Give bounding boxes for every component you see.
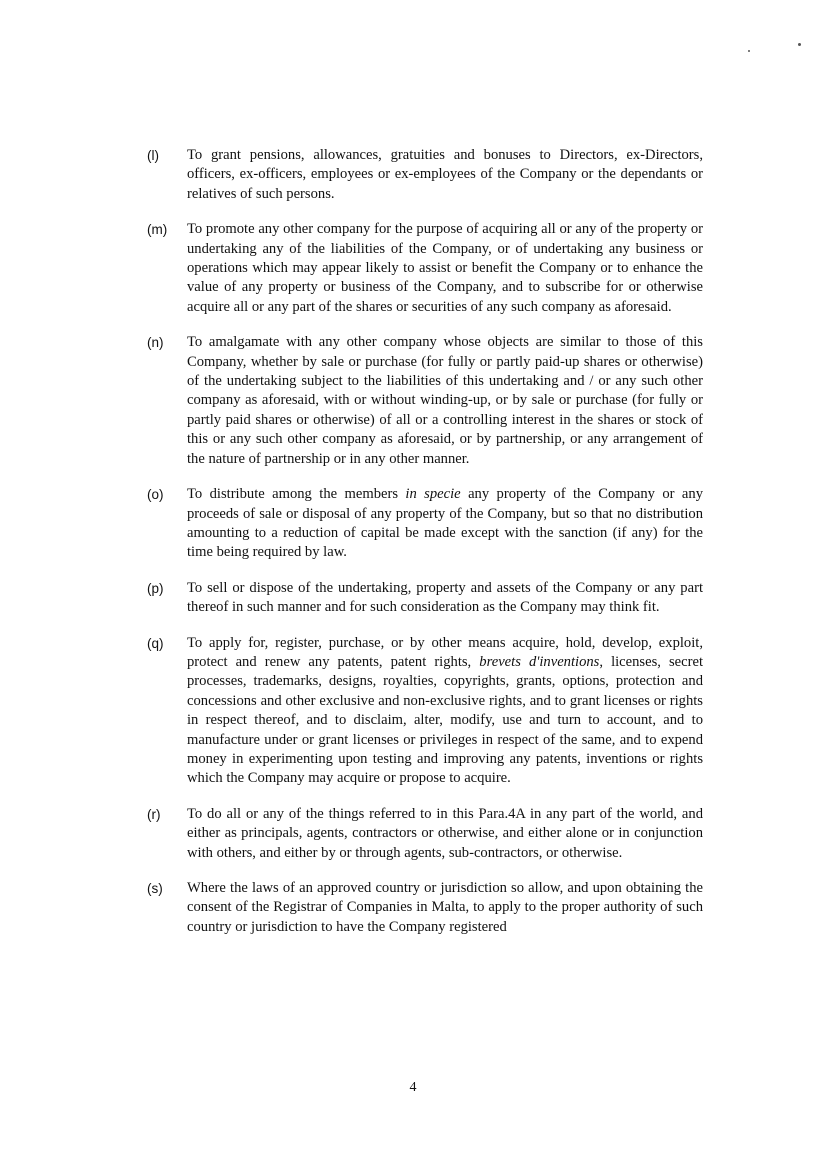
clause-text: To do all or any of the things referred to in this Para.4A in any part of the world, and either as principals, agents, contractors or otherwise, and either alone or in conjunction with others, and either by or through agents, sub-contractors, or otherwise.	[187, 805, 703, 861]
page-number: 4	[409, 1080, 417, 1095]
clause-letter: (p)	[147, 580, 164, 596]
clause-text: Where the laws of an approved country or jurisdiction so allow, and upon obtaining the consent of the Registrar of Companies in Malta, to apply to the proper authority of such country or jurisdiction to have the Company registered	[187, 880, 703, 935]
italic-phrase: brevets d'inventions	[479, 653, 600, 670]
clause-letter: (r)	[147, 806, 161, 822]
scan-speck	[798, 43, 801, 46]
clause-o	[147, 485, 703, 563]
clause-letter: (n)	[147, 335, 164, 351]
clause-text: To sell or dispose of the undertaking, property and assets of the Company or any part thereof in such manner and for such consideration as the Company may think fit.	[187, 579, 703, 616]
clause-text: To amalgamate with any other company whose objects are similar to those of this Company, whether by sale or purchase (for fully or partly paid-up shares or otherwise) of the undertaking subject to the liabilities of this undertaking and / or any such other company as aforesaid, with or without winding-up, or by sale or purchase (for fully or partly paid shares or otherwise) of all or a controlling interest in the shares or stock of this or any such other company as aforesaid, or by partnership, or any arrangement of the nature of partnership or in any other manner.	[187, 334, 703, 467]
clause-s	[147, 879, 703, 937]
clause-n	[147, 333, 703, 469]
clause-q	[147, 634, 703, 789]
clause-p	[147, 579, 703, 618]
scan-speck	[748, 50, 750, 52]
clause-r	[147, 805, 703, 863]
clause-list	[147, 146, 703, 953]
clause-letter: (m)	[147, 222, 168, 238]
clause-l	[147, 146, 703, 204]
clause-text: To grant pensions, allowances, gratuities and bonuses to Directors, ex-Directors, officers, ex-officers, employees or ex-employees of the Company or the dependants or relatives of such persons.	[187, 147, 703, 202]
clause-letter: (q)	[147, 635, 164, 651]
clause-text: To distribute among the members in specie any property of the Company or any proceeds of sale or disposal of any property of the Company, but so that no distribution amounting to a reduction of capital be made except with the sanction (if any) for the time being required by law.	[187, 486, 704, 561]
clause-letter: (o)	[147, 487, 164, 503]
clause-text: To promote any other company for the purpose of acquiring all or any of the property or undertaking any of the liabilities of the Company, or of undertaking any business or operations which may appear likely to assist or benefit the Company or to enhance the value of any property or business of the Company, and to subscribe for or otherwise acquire all or any part of the shares or securities of any such company as aforesaid.	[187, 221, 703, 315]
clause-letter: (l)	[147, 148, 159, 163]
italic-phrase: in specie	[405, 486, 461, 503]
clause-text: To apply for, register, purchase, or by other means acquire, hold, develop, exploit, protect and renew any patents, patent rights, brevets d'inventions, licenses, secret processes, trademarks, designs, royalties, copyrights, grants, options, protection and concessions and other exclusive and non-exclusive rights, and to grant licenses or rights in respect thereof, and to disclaim, alter, modify, use and turn to account, and to manufacture under or grant licenses or privileges in respect of the same, and to expend money in experimenting upon testing and improving any patents, inventions or rights which the Company may acquire or propose to acquire.	[187, 634, 704, 787]
clause-letter: (s)	[147, 881, 163, 896]
clause-m	[147, 220, 703, 317]
